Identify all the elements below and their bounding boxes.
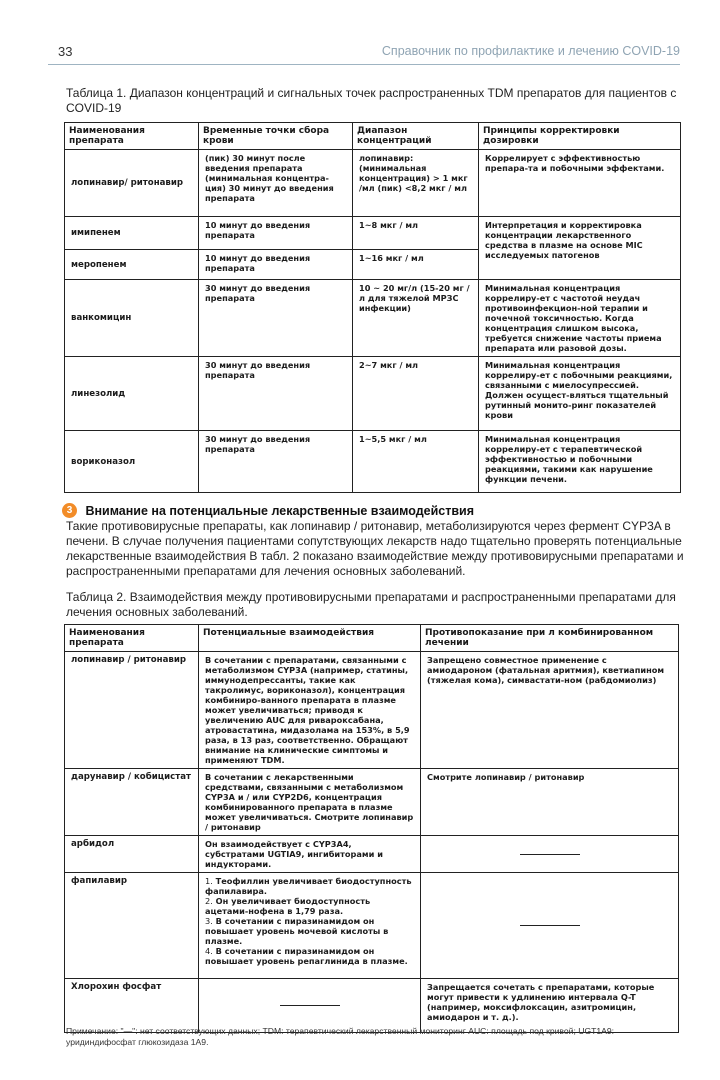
sampling-time: 10 минут до введения препарата	[199, 217, 353, 250]
table1	[64, 122, 681, 493]
list-text: Теофиллин увеличивает биодоступность фапилавира.	[205, 876, 412, 896]
table1-header-range: Диапазон концентраций	[353, 123, 479, 150]
concentration-range: 2~7 мкг / мл	[353, 357, 479, 431]
table-row	[65, 357, 681, 431]
list-item	[205, 896, 414, 916]
interaction-empty	[199, 979, 421, 1033]
section-number-badge: 3	[62, 503, 77, 518]
list-text: Он увеличивает биодоступность ацетами-нофена в 1,79 раза.	[205, 896, 371, 916]
concentration-range: 1~16 мкг / мл	[353, 250, 479, 280]
sampling-time: 30 минут до введения препарата	[199, 357, 353, 431]
concentration-range: 1~8 мкг / мл	[353, 217, 479, 250]
table2-header-contraindication: Противопоказание при л комбинированном лечении	[421, 625, 679, 652]
table-row	[65, 769, 679, 836]
list-number: 3.	[205, 916, 213, 926]
page-number: 33	[58, 44, 73, 59]
concentration-range: 1~5,5 мкг / мл	[353, 431, 479, 493]
drug-name: дарунавир / кобицистат	[65, 769, 199, 836]
drug-name: лопинавир/ ритонавир	[65, 150, 199, 217]
table1-header-row	[65, 123, 681, 150]
header-rule	[48, 64, 680, 65]
list-text: В сочетании с пиразинамидом он повышает уровень мочевой кислоты в плазме.	[205, 916, 389, 946]
list-item	[205, 916, 414, 946]
drug-name: ванкомицин	[65, 280, 199, 357]
list-item	[205, 946, 414, 966]
running-title: Справочник по профилактике и лечению COVID-19	[381, 44, 680, 58]
concentration-range: лопинавир: (минимальная концентрация) > 1 мкг /мл (пик) <8,2 мкг / мл	[353, 150, 479, 217]
interaction: В сочетании с лекарственными средствами, связанными с метаболизмом CYP3A и / или CYP2D6, концентрация комбинированного препарата в плазме может увеличиваться. Смотрите лопинавир / ритонавир	[199, 769, 421, 836]
list-number: 1.	[205, 876, 213, 886]
list-number: 4.	[205, 946, 213, 956]
table2-header-drug: Наименования препарата	[65, 625, 199, 652]
interaction-list	[199, 873, 421, 979]
dosing-principle: Минимальная концентрация коррелиру-ет с побочными реакциями, связанными с миелосупрессией. Должен осущест-вляться тщательный рутинный монито-ринг показателей крови	[479, 357, 681, 431]
sampling-time: 10 минут до введения препарата	[199, 250, 353, 280]
drug-name: Хлорохин фосфат	[65, 979, 199, 1033]
contraindication: Смотрите лопинавир / ритонавир	[421, 769, 679, 836]
table-row	[65, 873, 679, 979]
sampling-time: 30 минут до введения препарата	[199, 280, 353, 357]
interaction: В сочетании с препаратами, связанными с метаболизмом CYP3A (например, статины, иммунодепрессанты, такие как такролимус, вориконазол), концентрация комбиниро-ванного препарата в плазме может увеличиваться; приводя к увеличению AUC для ривароксабана, атровастатина, мидазолама на 153%, в 5,9 раза, в 13 раз, соответственно. Обращают внимание на клинические симптомы и применяют TDM.	[199, 652, 421, 769]
table2	[64, 624, 679, 1033]
table2-header-row	[65, 625, 679, 652]
table-row	[65, 652, 679, 769]
dosing-principle: Минимальная концентрация коррелиру-ет с частотой неудач противоинфекцион-ной терапии и почечной токсичностью. Когда концентрация слишком высока, требуется снижение частоты приема препарата или разовой дозы.	[479, 280, 681, 357]
warning-title: Внимание на потенциальные лекарственные взаимодействия	[85, 503, 475, 518]
table-row	[65, 280, 681, 357]
table-row	[65, 979, 679, 1033]
contraindication-empty	[421, 873, 679, 979]
contraindication: Запрещено совместное применение с амиодароном (фатальная аритмия), кветиапином (тяжелая кома), симвастати-ном (рабдомиолиз)	[421, 652, 679, 769]
footnote: Примечание: "—": нет соответствующих данных; TDM: терапевтический лекарственный мониторинг AUC: площадь под кривой; UGT1A9: уридиндифосфат глюкозидаза 1A9.	[66, 1026, 615, 1047]
table-row	[65, 150, 681, 217]
drug-name: линезолид	[65, 357, 199, 431]
drug-name: меропенем	[65, 250, 199, 280]
sampling-time: (пик) 30 минут после введения препарата (минимальная концентра-ция) 30 минут до введения препарата	[199, 150, 353, 217]
page-header	[48, 42, 680, 66]
drug-name: фапилавир	[65, 873, 199, 979]
table-row	[65, 217, 681, 250]
table-row	[65, 836, 679, 873]
concentration-range: 10 ~ 20 мг/л (15-20 мг / л для тяжелой МРЗС инфекции)	[353, 280, 479, 357]
warning-heading	[62, 502, 474, 520]
drug-name: арбидол	[65, 836, 199, 873]
table1-header-principle: Принципы корректировки дозировки	[479, 123, 681, 150]
table1-caption: Таблица 1. Диапазон концентраций и сигнальных точек распространенных TDM препаратов для пациентов с COVID-19	[66, 86, 677, 115]
dosing-principle: Коррелирует с эффективностью препара-та и побочными эффектами.	[479, 150, 681, 217]
table2-header-interaction: Потенциальные взаимодействия	[199, 625, 421, 652]
list-text: В сочетании с пиразинамидом он повышает уровень репаглинида в плазме.	[205, 946, 408, 966]
no-data-dash	[520, 854, 580, 855]
dosing-principle: Интерпретация и корректировка концентрации лекарственного средства в плазме на основе MIC исследуемых патогенов	[479, 217, 681, 280]
table2-caption: Таблица 2. Взаимодействия между противовирусными препаратами и распространенными препаратами для лечения основных заболеваний.	[66, 590, 676, 619]
table-row	[65, 431, 681, 493]
warning-paragraph: Такие противовирусные препараты, как лопинавир / ритонавир, метаболизируются через фермент CYP3A в печени. В случае получения пациентами сопутствующих лекарств надо тщательно проверять потенциальные лекарственные взаимодействия В табл. 2 показано взаимодействие между противовирусными препаратами и распространенными препаратами для лечения основных заболеваний.	[66, 519, 684, 578]
no-data-dash	[520, 925, 580, 926]
table1-header-drug: Наименования препарата	[65, 123, 199, 150]
list-item	[205, 876, 414, 896]
dosing-principle: Минимальная концентрация коррелиру-ет с терапевтической эффективностью и побочными реакциями, такими как нарушение функции печени.	[479, 431, 681, 493]
drug-name: имипенем	[65, 217, 199, 250]
drug-name: лопинавир / ритонавир	[65, 652, 199, 769]
table1-header-time: Временные точки сбора крови	[199, 123, 353, 150]
sampling-time: 30 минут до введения препарата	[199, 431, 353, 493]
list-number: 2.	[205, 896, 213, 906]
no-data-dash	[280, 1005, 340, 1006]
contraindication-empty	[421, 836, 679, 873]
drug-name: вориконазол	[65, 431, 199, 493]
interaction: Он взаимодействует с CYP3A4, субстратами UGTIA9, ингибиторами и индукторами.	[199, 836, 421, 873]
contraindication: Запрещается сочетать с препаратами, которые могут привести к удлинению интервала Q-T (например, моксифлоксацин, азитромицин, амиодарон и т. д.).	[421, 979, 679, 1033]
